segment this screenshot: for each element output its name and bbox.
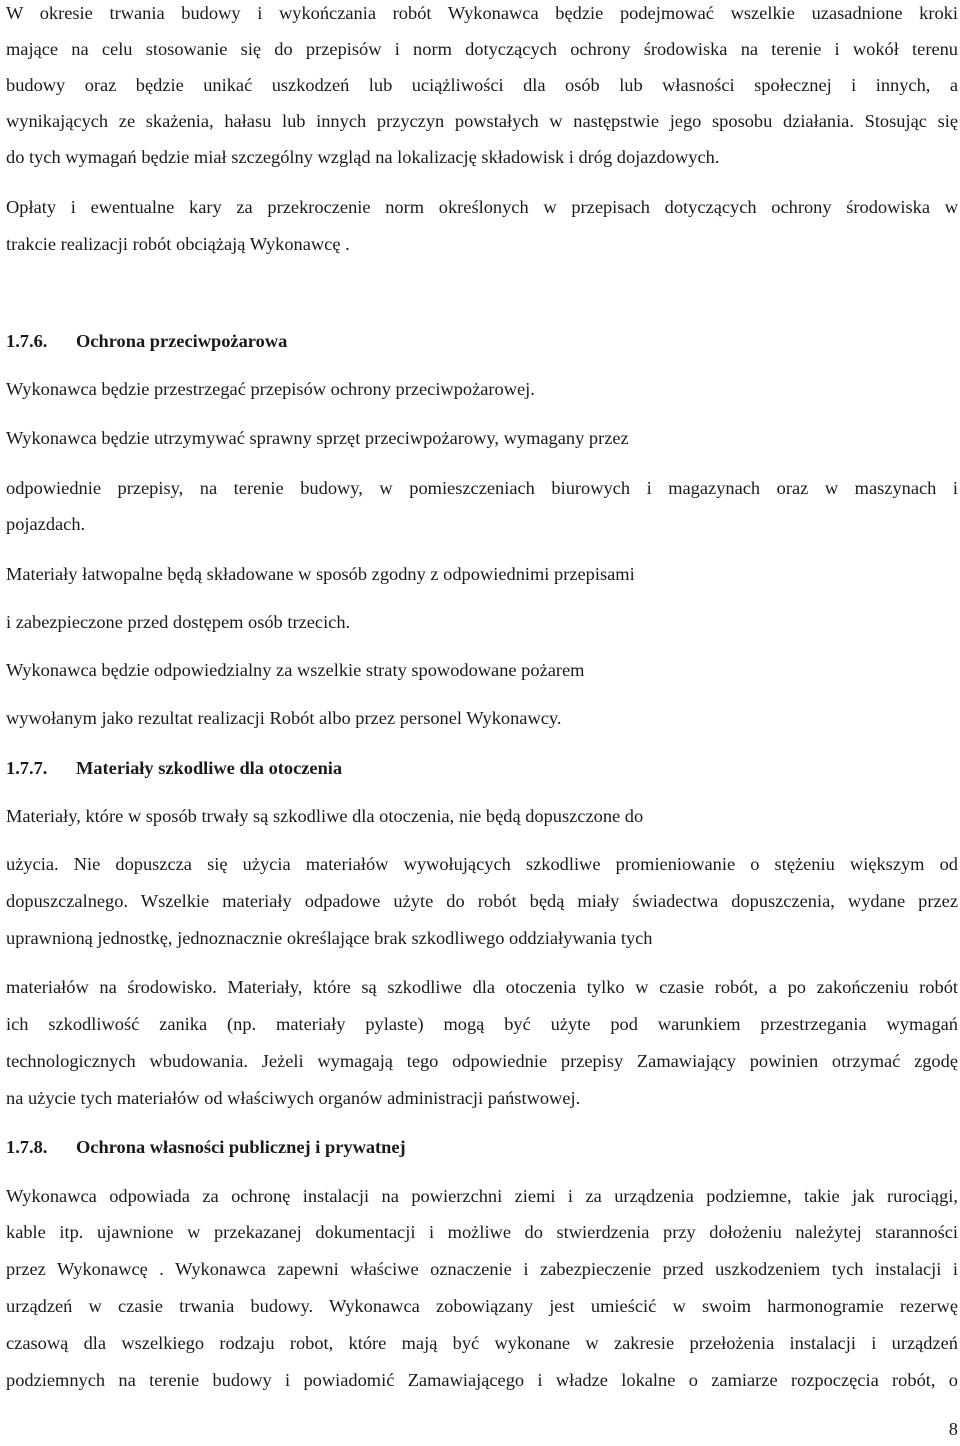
text-line: budowy oraz będzie unikać uszkodzeń lub uciążliwości dla osób lub własności społecznej i innych, a — [6, 75, 958, 95]
text-line: czasową dla wszelkiego rodzaju robot, które mają być wykonane w zakresie przełożenia instalacji i urządzeń — [6, 1333, 958, 1353]
text-line: Wykonawca będzie przestrzegać przepisów ochrony przeciwpożarowej. — [6, 379, 535, 399]
text-line: pojazdach. — [6, 514, 86, 534]
text-line: kable itp. ujawnione w przekazanej dokumentacji i możliwe do stwierdzenia przy dołożeniu należytej staranności — [6, 1222, 958, 1242]
text-line: podziemnych na terenie budowy i powiadomić Zamawiającego i władze lokalne o zamiarze rozpoczęcia robót, o — [6, 1370, 958, 1390]
text-line: Wykonawca odpowiada za ochronę instalacji na powierzchni ziemi i za urządzenia podziemne, takie jak rurociągi, — [6, 1186, 958, 1206]
section-number: 1.7.7. — [6, 758, 48, 778]
section-number: 1.7.6. — [6, 331, 48, 351]
section-heading — [6, 757, 342, 779]
text-line: urządzeń w czasie trwania budowy. Wykonawca zobowiązany jest umieścić w swoim harmonogramie rezerwę — [6, 1296, 958, 1316]
section-heading — [6, 330, 287, 352]
page-number: 8 — [948, 1419, 958, 1439]
text-line: dopuszczalnego. Wszelkie materiały odpadowe użyte do robót będą miały świadectwa dopuszczenia, wydane przez — [6, 891, 958, 911]
text-line: przez Wykonawcę . Wykonawca zapewni właściwe oznaczenie i zabezpieczenie przed uszkodzeniem tych instalacji i — [6, 1259, 958, 1279]
section-title: Ochrona przeciwpożarowa — [76, 331, 288, 351]
section-title: Ochrona własności publicznej i prywatnej — [76, 1137, 406, 1157]
text-line: wynikających ze skażenia, hałasu lub innych przyczyn powstałych w następstwie jego sposobu działania. Stosując się — [6, 111, 958, 131]
text-line: i zabezpieczone przed dostępem osób trzecich. — [6, 612, 351, 632]
text-line: Opłaty i ewentualne kary za przekroczenie norm określonych w przepisach dotyczących ochrony środowiska w — [6, 197, 958, 217]
section-title: Materiały szkodliwe dla otoczenia — [76, 758, 343, 778]
text-line: Wykonawca będzie odpowiedzialny za wszelkie straty spowodowane pożarem — [6, 660, 585, 680]
text-line: mające na celu stosowanie się do przepisów i norm dotyczących ochrony środowiska na terenie i wokół terenu — [6, 39, 958, 59]
text-line: ich szkodliwość zanika (np. materiały pylaste) mogą być użyte pod warunkiem przestrzegania wymagań — [6, 1014, 958, 1034]
text-line: Materiały łatwopalne będą składowane w sposób zgodny z odpowiednimi przepisami — [6, 564, 635, 584]
text-line: użycia. Nie dopuszcza się użycia materiałów wywołujących szkodliwe promieniowanie o stężeniu większym od — [6, 854, 958, 874]
text-line: do tych wymagań będzie miał szczególny wzgląd na lokalizację składowisk i dróg dojazdowych. — [6, 147, 720, 167]
text-line: Materiały, które w sposób trwały są szkodliwe dla otoczenia, nie będą dopuszczone do — [6, 806, 644, 826]
section-heading — [6, 1136, 406, 1158]
section-number: 1.7.8. — [6, 1137, 48, 1157]
text-line: W okresie trwania budowy i wykończania robót Wykonawca będzie podejmować wszelkie uzasadnione kroki — [6, 3, 958, 23]
text-line: trakcie realizacji robót obciążają Wykonawcę . — [6, 234, 350, 254]
text-line: odpowiednie przepisy, na terenie budowy, w pomieszczeniach biurowych i magazynach oraz w maszynach i — [6, 478, 958, 498]
text-line: uprawnioną jednostkę, jednoznacznie określające brak szkodliwego oddziaływania tych — [6, 928, 653, 948]
text-line: wywołanym jako rezultat realizacji Robót albo przez personel Wykonawcy. — [6, 708, 562, 728]
text-line: materiałów na środowisko. Materiały, które są szkodliwe dla otoczenia tylko w czasie robót, a po zakończeniu robót — [6, 977, 958, 997]
text-line: na użycie tych materiałów od właściwych organów administracji państwowej. — [6, 1088, 581, 1108]
text-line: Wykonawca będzie utrzymywać sprawny sprzęt przeciwpożarowy, wymagany przez — [6, 428, 629, 448]
text-line: technologicznych wbudowania. Jeżeli wymagają tego odpowiednie przepisy Zamawiający powinien otrzymać zgodę — [6, 1051, 958, 1071]
